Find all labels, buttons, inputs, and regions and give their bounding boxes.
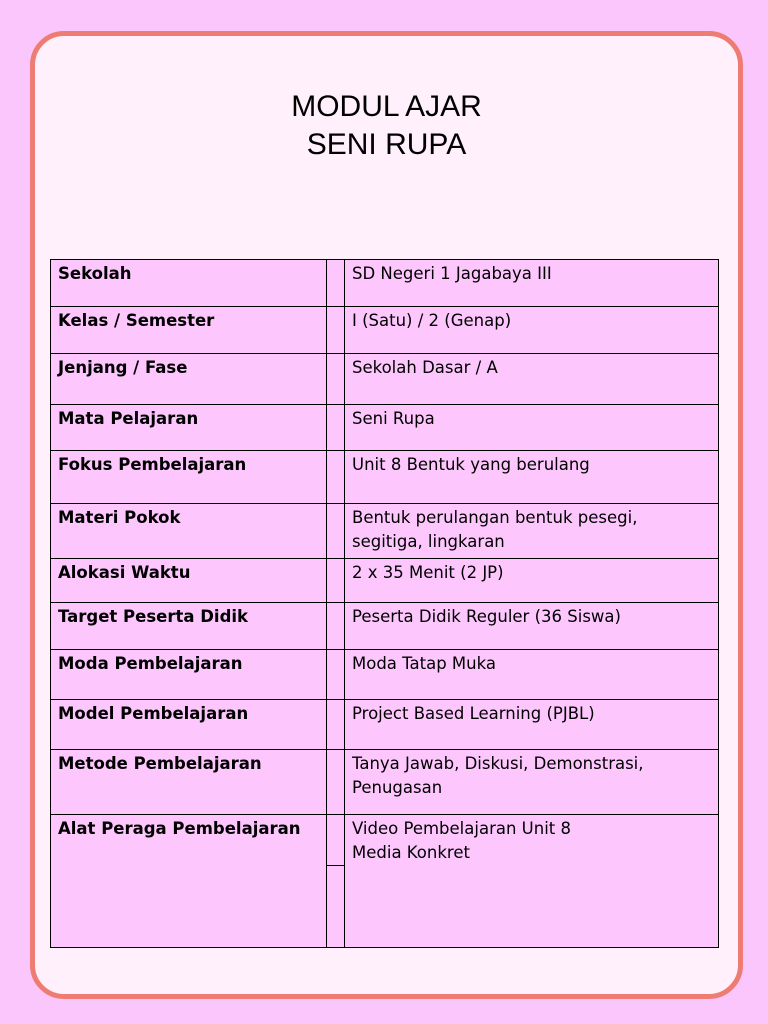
table-row	[51, 307, 719, 354]
table-row	[51, 405, 719, 451]
row-separator	[327, 260, 345, 307]
info-table	[50, 259, 719, 948]
table-row	[51, 700, 719, 750]
title-line-1: MODUL AJAR	[291, 90, 482, 123]
table-row	[51, 603, 719, 650]
row-label: Sekolah	[51, 260, 327, 307]
row-label: Alokasi Waktu	[51, 559, 327, 603]
row-label: Fokus Pembelajaran	[51, 451, 327, 504]
row-value: 2 x 35 Menit (2 JP)	[345, 559, 719, 603]
row-separator	[327, 354, 345, 405]
row-label: Kelas / Semester	[51, 307, 327, 354]
row-label: Metode Pembelajaran	[51, 750, 327, 815]
separator-divider	[327, 865, 344, 866]
row-value: Project Based Learning (PJBL)	[345, 700, 719, 750]
row-separator	[327, 504, 345, 559]
row-value: Unit 8 Bentuk yang berulang	[345, 451, 719, 504]
row-value: Bentuk perulangan bentuk pesegi, segitiga, lingkaran	[345, 504, 719, 559]
table-row	[51, 650, 719, 700]
table-row	[51, 260, 719, 307]
row-value: Sekolah Dasar / A	[345, 354, 719, 405]
table-row	[51, 451, 719, 504]
row-value: Seni Rupa	[345, 405, 719, 451]
row-value: Moda Tatap Muka	[345, 650, 719, 700]
row-value: I (Satu) / 2 (Genap)	[345, 307, 719, 354]
row-value: Tanya Jawab, Diskusi, Demonstrasi, Penugasan	[345, 750, 719, 815]
row-label: Alat Peraga Pembelajaran	[51, 815, 327, 948]
row-separator	[327, 603, 345, 650]
document-title	[35, 88, 738, 164]
table-row	[51, 354, 719, 405]
row-label: Mata Pelajaran	[51, 405, 327, 451]
row-separator	[327, 700, 345, 750]
row-value: Peserta Didik Reguler (36 Siswa)	[345, 603, 719, 650]
row-label: Jenjang / Fase	[51, 354, 327, 405]
table-row	[51, 750, 719, 815]
row-separator	[327, 405, 345, 451]
row-value: SD Negeri 1 Jagabaya III	[345, 260, 719, 307]
row-separator	[327, 750, 345, 815]
row-separator	[327, 451, 345, 504]
row-separator	[327, 307, 345, 354]
row-label: Materi Pokok	[51, 504, 327, 559]
row-separator	[327, 650, 345, 700]
row-label: Moda Pembelajaran	[51, 650, 327, 700]
row-separator	[327, 815, 345, 948]
title-line-2: SENI RUPA	[306, 128, 467, 161]
table-row	[51, 559, 719, 603]
row-label: Model Pembelajaran	[51, 700, 327, 750]
table-row	[51, 504, 719, 559]
row-separator	[327, 559, 345, 603]
table-row	[51, 815, 719, 948]
row-label: Target Peserta Didik	[51, 603, 327, 650]
document-card	[30, 31, 743, 999]
row-value: Video Pembelajaran Unit 8 Media Konkret	[345, 815, 719, 948]
